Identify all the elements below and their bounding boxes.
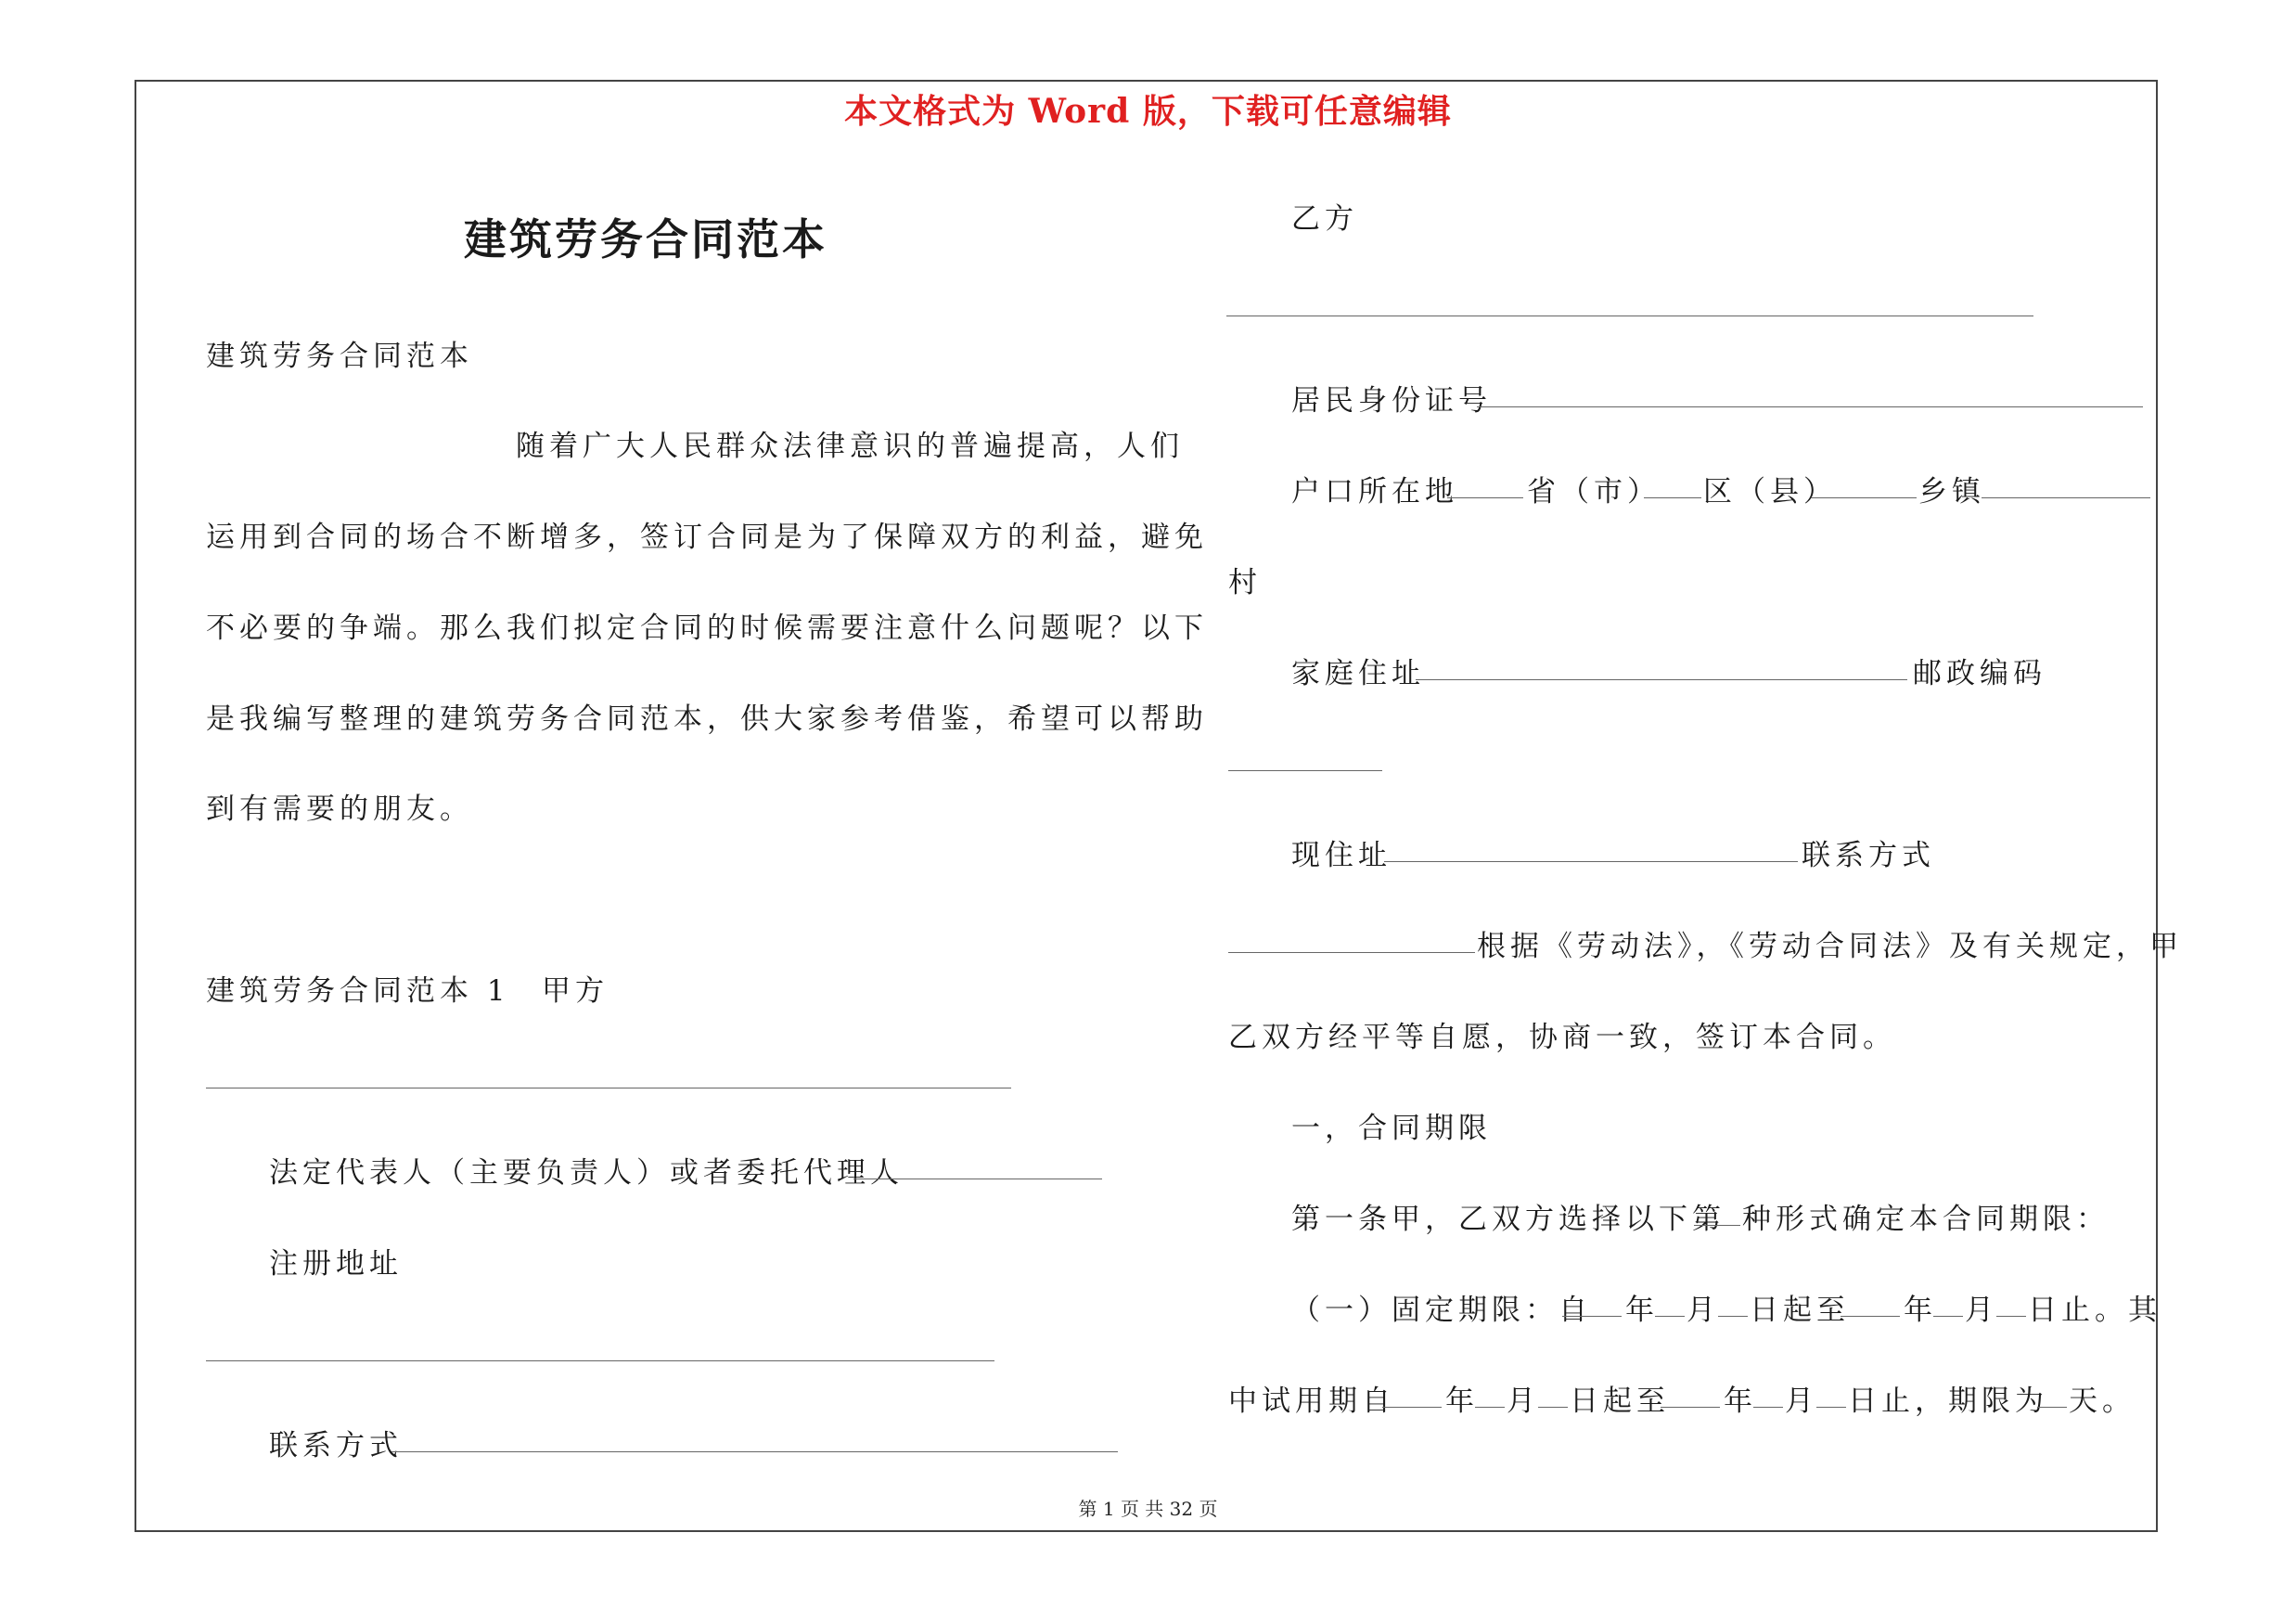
probation-end-label: 日止，期限为 — [1848, 1385, 2048, 1418]
probation-days-blank — [2037, 1407, 2067, 1408]
start-month-label: 月 — [1687, 1294, 1720, 1327]
postcode-label: 邮政编码 — [1913, 657, 2046, 690]
law-basis-line-2: 乙双方经平等自愿，协商一致，签订本合同。 — [1228, 1021, 1896, 1054]
party-b-contact-label: 联系方式 — [1802, 839, 1935, 872]
probation-end-month-blank — [1753, 1407, 1783, 1408]
hukou-province-label: 省（市） — [1527, 475, 1661, 509]
end-year-label: 年 — [1904, 1294, 1937, 1327]
postcode-blank — [1228, 770, 1382, 771]
start-month-blank — [1655, 1316, 1685, 1317]
hukou-town-label: 乡镇 — [1918, 475, 1985, 509]
fixed-term-end: 日止。其 — [2028, 1294, 2161, 1327]
current-address-label: 现住址 — [1291, 839, 1392, 872]
intro-line-5: 到有需要的朋友。 — [206, 792, 473, 826]
start-year-blank — [1562, 1316, 1622, 1317]
hukou-town-blank — [1811, 497, 1917, 498]
page-number: 第 1 页 共 32 页 — [1078, 1498, 1218, 1520]
end-month-blank — [1933, 1316, 1963, 1317]
start-year-label: 年 — [1625, 1294, 1659, 1327]
hukou-village-label: 村 — [1228, 566, 1262, 599]
start-day-blank — [1718, 1316, 1748, 1317]
home-address-blank — [1416, 679, 1907, 680]
law-basis-line-1: 根据《劳动法》，《劳动合同法》及有关规定，甲 — [1477, 930, 2183, 963]
end-day-blank — [1996, 1316, 2026, 1317]
fixed-term-prefix: （一）固定期限：自 — [1291, 1294, 1592, 1327]
probation-days-label: 天。 — [2069, 1385, 2136, 1418]
party-a-contact-blank — [391, 1451, 1118, 1452]
article-1-choice-blank — [1694, 1225, 1740, 1226]
probation-prefix: 中试用期自 — [1228, 1385, 1395, 1418]
end-year-blank — [1841, 1316, 1900, 1317]
party-b-contact-blank — [1228, 952, 1475, 953]
probation-start-month-label: 月 — [1507, 1385, 1540, 1418]
article-1-part-a: 第一条甲，乙双方选择以下第 — [1291, 1203, 1725, 1236]
hukou-district-label: 区（县） — [1703, 475, 1837, 509]
start-until-label: 日起至 — [1750, 1294, 1850, 1327]
probation-end-month-label: 月 — [1785, 1385, 1818, 1418]
hukou-village-blank — [1982, 497, 2150, 498]
probation-start-until-label: 日起至 — [1570, 1385, 1670, 1418]
legal-representative-label: 法定代表人（主要负责人）或者委托代理人 — [269, 1156, 904, 1190]
probation-start-day-blank — [1538, 1407, 1568, 1408]
article-1-part-b: 种形式确定本合同期限： — [1742, 1203, 2110, 1236]
hukou-label: 户口所在地 — [1291, 475, 1458, 509]
home-address-label: 家庭住址 — [1291, 657, 1425, 690]
probation-start-year-label: 年 — [1445, 1385, 1479, 1418]
intro-line-3: 不必要的争端。那么我们拟定合同的时候需要注意什么问题呢？以下 — [206, 612, 1208, 645]
end-month-label: 月 — [1965, 1294, 1998, 1327]
id-number-label: 居民身份证号 — [1291, 384, 1492, 418]
intro-line-1: 随着广大人民群众法律意识的普遍提高，人们 — [516, 430, 1184, 463]
section-1-label: 建筑劳务合同范本 1 — [206, 974, 510, 1008]
probation-end-year-label: 年 — [1724, 1385, 1757, 1418]
party-b-label: 乙方 — [1291, 202, 1358, 236]
hukou-province-blank — [1447, 497, 1523, 498]
party-a-contact-label: 联系方式 — [269, 1429, 403, 1462]
probation-start-month-blank — [1475, 1407, 1505, 1408]
registered-address-blank — [206, 1360, 994, 1361]
current-address-blank — [1384, 861, 1798, 862]
document-title: 建筑劳务合同范本 — [464, 214, 827, 264]
subtitle: 建筑劳务合同范本 — [206, 340, 473, 373]
probation-start-year-blank — [1382, 1407, 1442, 1408]
word-format-banner: 本文格式为 Word 版，下载可任意编辑 — [844, 92, 1452, 131]
registered-address-label: 注册地址 — [269, 1247, 403, 1281]
party-a-label: 甲方 — [542, 974, 609, 1008]
intro-line-4: 是我编写整理的建筑劳务合同范本，供大家参考借鉴，希望可以帮助 — [206, 702, 1208, 736]
id-number-blank — [1477, 406, 2143, 407]
section-heading-term: 一，合同期限 — [1291, 1112, 1492, 1145]
hukou-district-blank — [1644, 497, 1701, 498]
probation-end-year-blank — [1661, 1407, 1720, 1408]
probation-end-day-blank — [1816, 1407, 1846, 1408]
intro-line-2: 运用到合同的场合不断增多，签订合同是为了保障双方的利益，避免 — [206, 521, 1208, 554]
